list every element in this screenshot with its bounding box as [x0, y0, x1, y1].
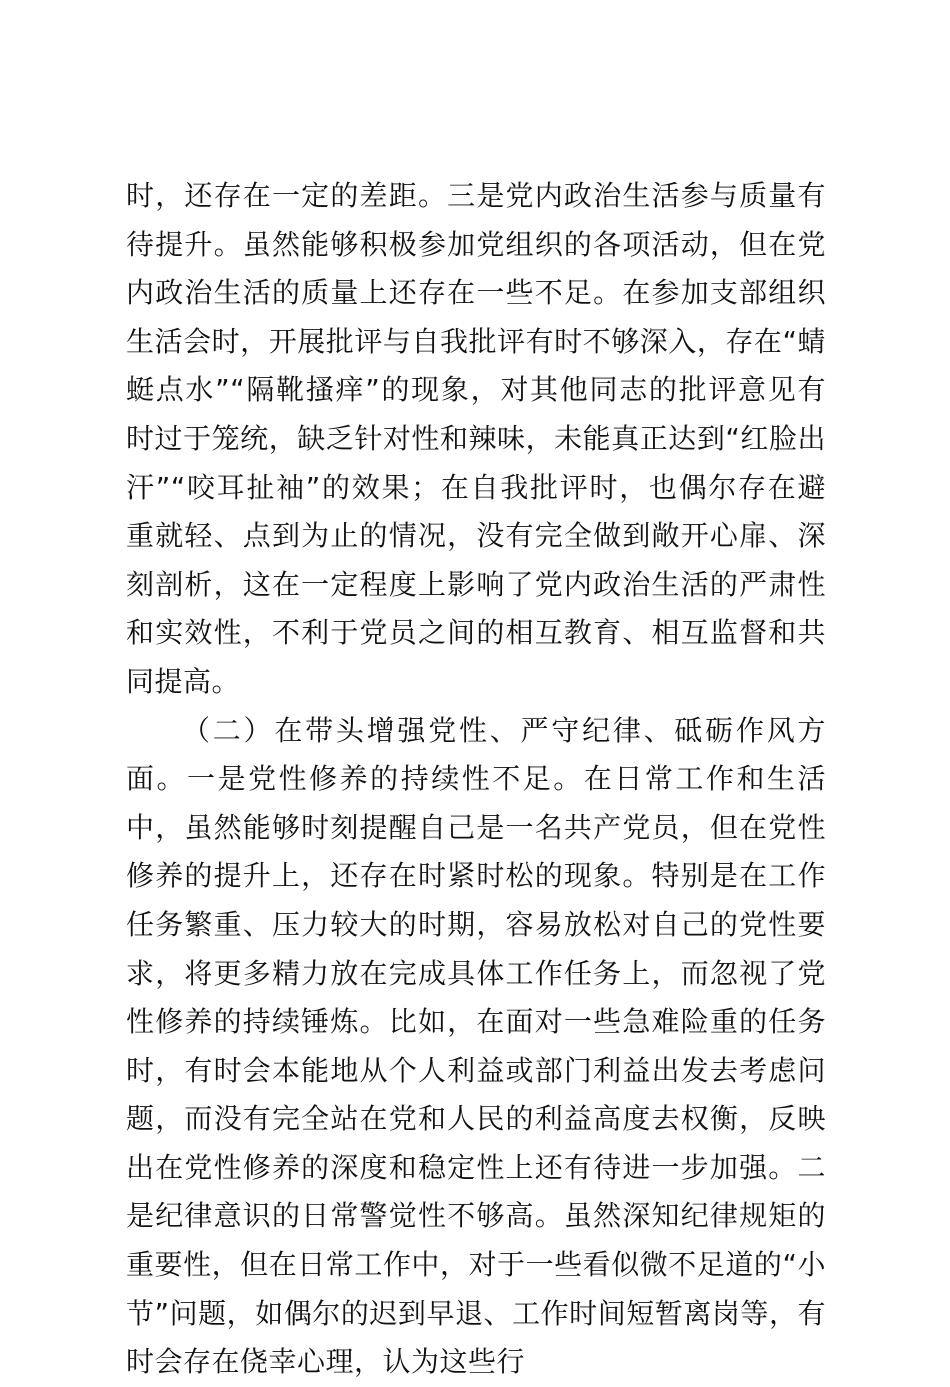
- body-paragraph-1: 时，还存在一定的差距。三是党内政治生活参与质量有待提升。虽然能够积极参加党组织的各项活动，但在党内政治生活的质量上还存在一些不足。在参加支部组织生活会时，开展批评与自我批评有时不够深入，存在“蜻蜓点水”“隔靴搔痒”的现象，对其他同志的批评意见有时过于笼统，缺乏针对性和辣味，未能真正达到“红脸出汗”“咬耳扯袖”的效果；在自我批评时，也偶尔存在避重就轻、点到为止的情况，没有完全做到敞开心扉、深刻剖析，这在一定程度上影响了党内政治生活的严肃性和实效性，不利于党员之间的相互教育、相互监督和共同提高。: [126, 179, 826, 698]
- body-paragraph-2: （二）在带头增强党性、严守纪律、砥砺作风方面。一是党性修养的持续性不足。在日常工作和生活中，虽然能够时刻提醒自己是一名共产党员，但在党性修养的提升上，还存在时紧时松的现象。特别是在工作任务繁重、压力较大的时期，容易放松对自己的党性要求，将更多精力放在完成具体工作任务上，而忽视了党性修养的持续锤炼。比如，在面对一些急难险重的任务时，有时会本能地从个人利益或部门利益出发去考虑问题，而没有完全站在党和人民的利益高度去权衡，反映出在党性修养的深度和稳定性上还有待进一步加强。二是纪律意识的日常警觉性不够高。虽然深知纪律规矩的重要性，但在日常工作中，对于一些看似微不足道的“小节”问题，如偶尔的迟到早退、工作时间短暂离岗等，有时会存在侥幸心理，认为这些行: [126, 713, 826, 1379]
- document-page: [126, 172, 826, 1387]
